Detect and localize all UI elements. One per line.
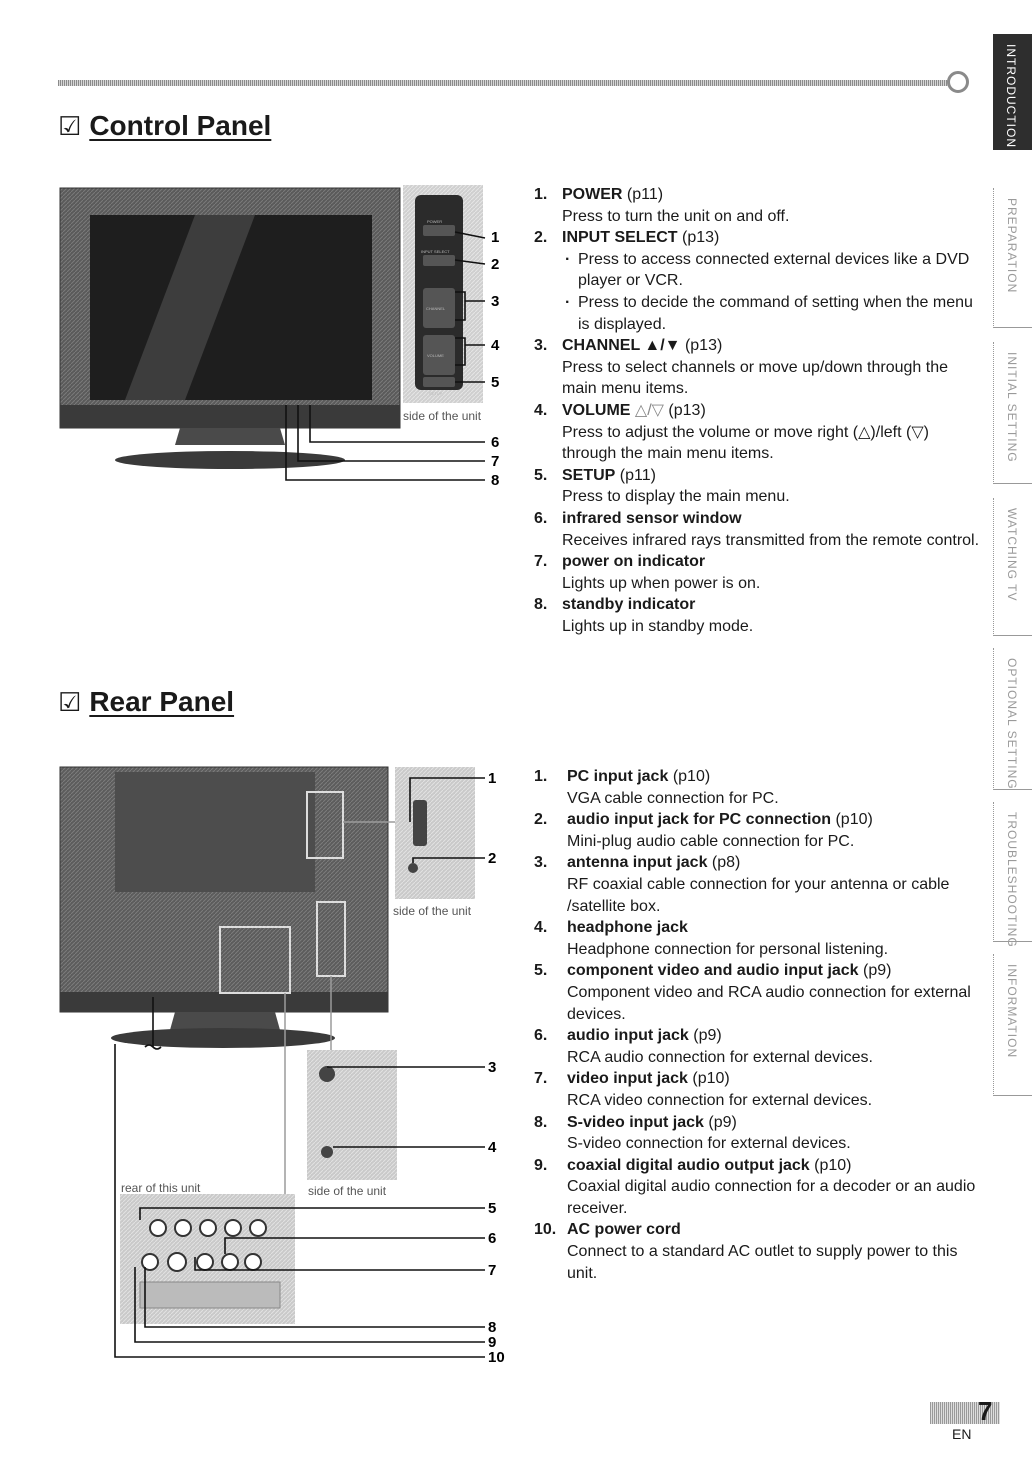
callout-1: 1 [488,770,497,787]
side-tab-preparation[interactable]: PREPARATION [993,188,1032,328]
list-item: 8. standby indicator Lights up in standby mode. [534,596,754,635]
top-rule-end-circle [947,71,969,93]
section-title: Rear Panel [89,686,235,717]
rear-panel-heading [58,686,234,718]
callout-8: 8 [488,1319,497,1336]
callout-5: 5 [488,1200,497,1217]
list-item: 3. antenna input jack (p8) RF coaxial cable connection for your antenna or cable /satellite box. [534,854,950,915]
callout-4: 4 [488,1139,497,1156]
side-of-unit-caption-top: side of the unit [393,904,472,918]
callout-7: 7 [488,1262,497,1279]
antenna-port [319,1066,335,1082]
side-of-unit-caption: side of the unit [403,409,482,423]
callout-2: 2 [491,256,500,273]
control-panel-list [534,184,984,637]
setup-button [423,377,455,387]
control-panel-heading [58,110,271,142]
side-button-panel [403,185,483,403]
side-tab-information[interactable]: INFORMATION [993,954,1032,1096]
callout-3: 3 [488,1059,497,1076]
input-select-button-label: INPUT SELECT [421,249,450,254]
list-item: 9. coaxial digital audio output jack (p10) Coaxial digital audio connection for a decoder or an audio receiver. [534,1156,976,1217]
list-item: 1. PC input jack (p10) VGA cable connection for PC. [534,768,779,807]
rear-callouts [488,770,505,1366]
rear-panel-list [534,766,984,1284]
list-item: 2. INPUT SELECT (p13) · Press to access connected external devices like a DVD player or VCR. · Press to decide the command of setting when the menu is displayed. [534,227,984,335]
input-select-button [423,255,455,266]
tv-front [60,188,400,469]
headphone-port [321,1146,333,1158]
side-tab-initial-setting[interactable]: INITIAL SETTING [993,342,1032,484]
callout-10: 10 [488,1349,505,1366]
side-of-unit-caption-bottom: side of the unit [308,1184,387,1198]
side-tab-watching-tv[interactable]: WATCHING TV [993,498,1032,636]
side-tab-introduction[interactable]: INTRODUCTION [993,34,1032,150]
list-item: 1. POWER (p11) Press to turn the unit on and off. [534,186,790,225]
callout-9: 9 [488,1334,497,1351]
page-language: EN [952,1426,972,1442]
tv-front-callouts [491,229,500,489]
list-item: 2. audio input jack for PC connection (p10) Mini-plug audio cable connection for PC. [534,811,873,850]
callout-1: 1 [491,229,500,246]
side-tab-troubleshooting[interactable]: TROUBLESHOOTING [993,802,1032,942]
control-panel-illustration [55,180,515,490]
callout-6: 6 [491,434,500,451]
list-item: 5. component video and audio input jack (p9) Component video and RCA audio connection for external devices. [534,962,971,1023]
setup-button-label: SETUP [429,391,443,396]
rear-jack-panel [120,1194,295,1324]
callout-5: 5 [491,374,500,391]
section-title: Control Panel [89,110,272,141]
vga-port [413,800,427,846]
list-item: 7. video input jack (p10) RCA video connection for external devices. [534,1070,873,1109]
side-tab-optional-setting[interactable]: OPTIONAL SETTING [993,648,1032,790]
callout-7: 7 [491,453,500,470]
page-number: 7 [978,1396,993,1426]
callout-2: 2 [488,850,497,867]
power-button-label: POWER [427,219,443,224]
side-pc-panel [395,767,475,899]
list-item: 8. S-video input jack (p9) S-video connection for external devices. [534,1113,851,1153]
list-item: 4. VOLUME △/▽ (p13) Press to adjust the volume or move right (△)/left (▽) through the main menu items. [534,401,929,463]
checkbox-icon: ☑ [58,686,82,717]
callout-4: 4 [491,337,500,354]
list-item: 5. SETUP (p11) Press to display the main menu. [534,466,790,506]
volume-button-label: VOLUME [427,353,444,358]
checkbox-icon: ☑ [58,110,82,141]
top-rule [58,80,958,86]
channel-button-label: CHANNEL [426,306,446,311]
tv-rear [60,767,388,1048]
list-item: 7. power on indicator Lights up when power is on. [534,553,761,592]
callout-3: 3 [491,293,500,310]
side-antenna-panel [307,1050,397,1180]
rear-of-unit-caption: rear of this unit [121,1181,201,1195]
rear-panel-illustration [55,762,515,1372]
callout-8: 8 [491,472,500,489]
list-item: 6. audio input jack (p9) RCA audio connection for external devices. [534,1027,873,1066]
pc-audio-port [408,863,418,873]
callout-6: 6 [488,1230,497,1247]
list-item: 3. CHANNEL ▲/▼ (p13) Press to select channels or move up/down through the main menu items. [534,337,948,398]
list-item: 10. AC power cord Connect to a standard AC outlet to supply power to this unit. [534,1221,958,1282]
list-item: 6. infrared sensor window Receives infrared rays transmitted from the remote control. [534,509,980,549]
power-button [423,225,455,236]
list-item: 4. headphone jack Headphone connection for personal listening. [534,919,889,958]
